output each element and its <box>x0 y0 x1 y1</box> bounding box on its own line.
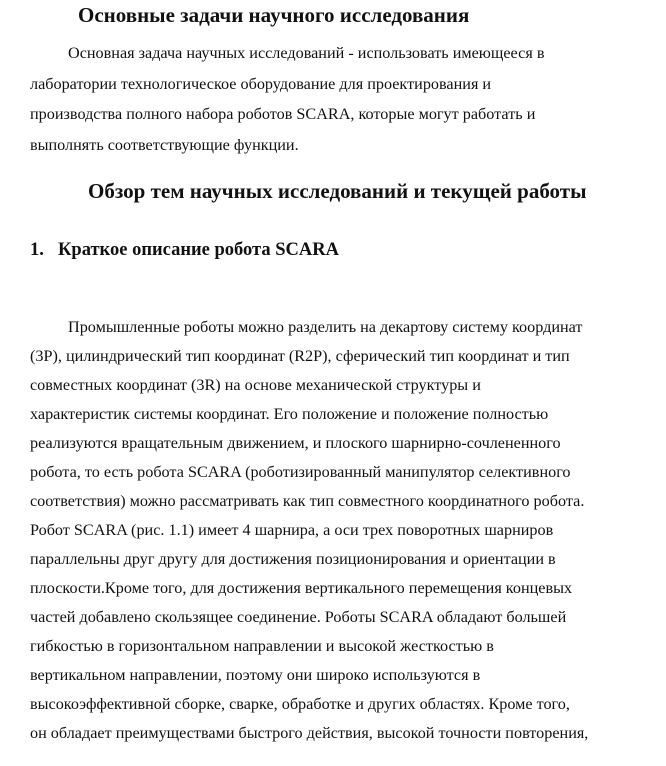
subsection-heading <box>30 239 339 261</box>
section-title: Основные задачи научного исследования <box>78 3 470 27</box>
paragraph-line: робота, то есть робота SCARA (роботизированный манипулятор селективного <box>30 463 571 481</box>
paragraph-line: реализуются вращательным движением, и плоского шарнирно-сочлененного <box>30 434 561 452</box>
paragraph-line: (3P), цилиндрический тип координат (R2P), сферический тип координат и тип <box>30 347 570 365</box>
paragraph-line: лаборатории технологическое оборудование для проектирования и <box>30 74 492 93</box>
paragraph-line: выполнять соответствующие функции. <box>30 135 299 154</box>
paragraph-line: вертикальном направлении, поэтому они широко используются в <box>30 666 481 684</box>
paragraph-line: совместных координат (3R) на основе механической структуры и <box>30 376 481 394</box>
paragraph-line: параллельны друг другу для достижения позиционирования и ориентации в <box>30 550 556 568</box>
paragraph-line: производства полного набора роботов SCARA, которые могут работать и <box>30 105 536 123</box>
subsection-title: Краткое описание робота SCARA <box>58 240 339 260</box>
subsection-number: 1. <box>30 240 44 260</box>
scara-paragraph <box>30 313 650 748</box>
paragraph-line: он обладает преимуществами быстрого действия, высокой точности повторения, <box>30 724 589 742</box>
paragraph-line: Основная задача научных исследований - использовать имеющееся в <box>68 44 545 62</box>
paragraph-line: Промышленные роботы можно разделить на декартову систему координат <box>68 318 583 336</box>
intro-paragraph <box>30 38 640 160</box>
paragraph-line: характеристик системы координат. Его положение и положение полностью <box>30 405 549 423</box>
paragraph-line: частей добавлено скользящее соединение. Роботы SCARA обладают большей <box>30 608 567 626</box>
paragraph-line: высокоэффективной сборке, сварке, обработке и других областях. Кроме того, <box>30 695 570 713</box>
paragraph-line: соответствия) можно рассматривать как тип совместного координатного робота. <box>30 492 585 510</box>
paragraph-line: Робот SCARA (рис. 1.1) имеет 4 шарнира, а оси трех поворотных шарниров <box>30 521 554 539</box>
overview-title: Обзор тем научных исследований и текущей работы <box>88 179 587 203</box>
paragraph-line: гибкостью в горизонтальном направлении и высокой жесткостью в <box>30 637 494 655</box>
paragraph-line: плоскости.Кроме того, для достижения вертикального перемещения концевых <box>30 579 573 597</box>
